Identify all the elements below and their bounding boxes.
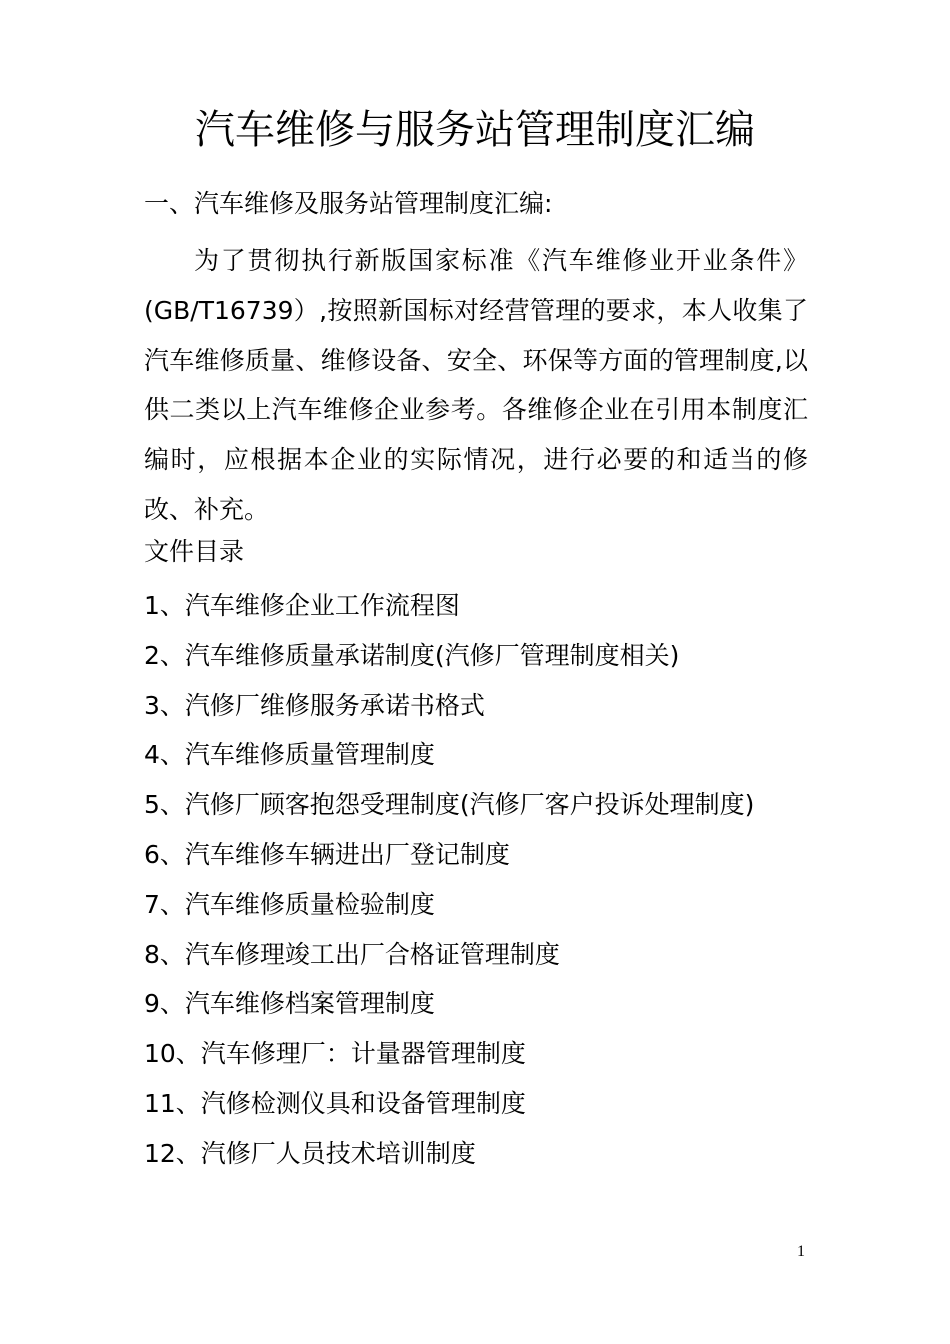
- toc-item: 12、汽修厂人员技术培训制度: [144, 1138, 476, 1168]
- toc-item: 11、汽修检测仪具和设备管理制度: [144, 1088, 526, 1118]
- toc-item: 4、汽车维修质量管理制度: [144, 740, 435, 770]
- toc-item: 10、汽车修理厂：计量器管理制度: [144, 1039, 526, 1069]
- toc-item: 3、汽修厂维修服务承诺书格式: [144, 690, 485, 720]
- toc-item: 7、汽车维修质量检验制度: [144, 889, 435, 919]
- toc-item: 1、汽车维修企业工作流程图: [144, 591, 460, 620]
- toc-heading: 文件目录: [144, 537, 245, 566]
- intro-paragraph: 为了贯彻执行新版国家标准《汽车维修业开业条件》(GB/T16739）,按照新国标对经营管理的要求，本人收集了汽车维修质量、维修设备、安全、环保等方面的管理制度,以供二类以上汽车维修企业参考。各维修企业在引用本制度汇编时，应根据本企业的实际情况，进行必要的和适当的修改、补充。: [144, 246, 808, 524]
- toc-item: 5、汽修厂顾客抱怨受理制度(汽修厂客户投诉处理制度): [144, 790, 755, 820]
- toc-item: 9、汽车维修档案管理制度: [144, 989, 435, 1019]
- section-heading: 一、汽车维修及服务站管理制度汇编:: [144, 189, 553, 218]
- page-number: 1: [797, 1243, 805, 1260]
- document-title: 汽车维修与服务站管理制度汇编: [195, 107, 755, 153]
- toc-item: 6、汽车维修车辆进出厂登记制度: [144, 839, 510, 869]
- toc-list: [144, 588, 754, 1186]
- toc-item: 8、汽车修理竣工出厂合格证管理制度: [144, 939, 560, 969]
- toc-item: 2、汽车维修质量承诺制度(汽修厂管理制度相关): [144, 640, 680, 670]
